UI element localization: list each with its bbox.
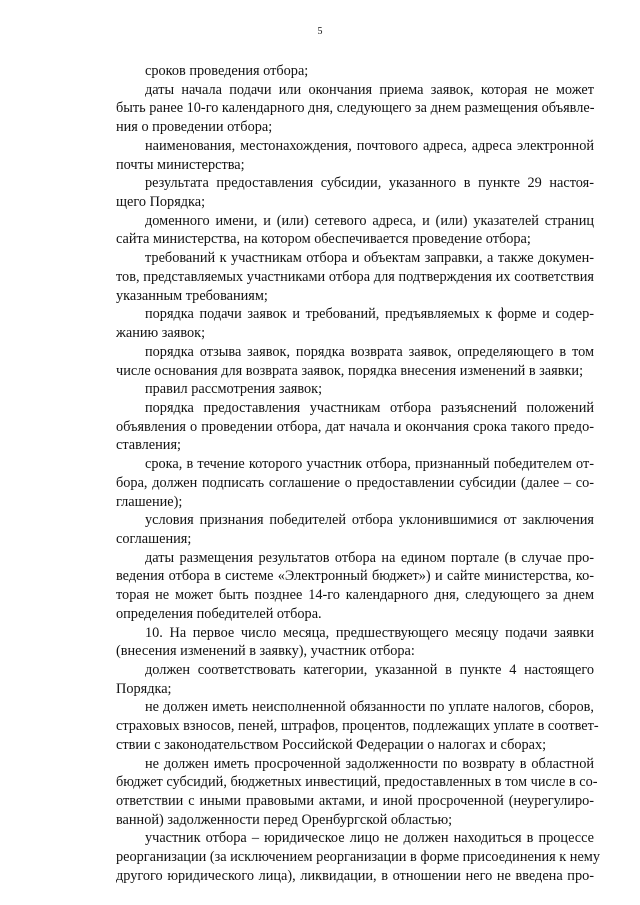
text-line: сайта министерства, на котором обеспечивается проведение отбора; [116,231,531,248]
text-line: (внесения изменений в заявку), участник отбора: [116,643,415,660]
text-line: торая не может быть позднее 14-го календарного дня, следующего за днем [116,587,594,604]
text-line: страховых взносов, пеней, штрафов, процентов, подлежащих уплате в соответ- [116,718,599,735]
text-line: не должен иметь неисполненной обязанности по уплате налогов, сборов, [145,699,594,716]
text-line: определения победителей отбора. [116,605,322,622]
text-line: бюджет субсидий, бюджетных инвестиций, предоставленных в том числе в со- [116,774,598,791]
text-line: ведения отбора в системе «Электронный бюджет») и сайте министерства, ко- [116,568,594,585]
text-line: ванной) задолженности перед Оренбургской областью; [116,811,453,828]
page-number: 5 [317,26,323,37]
text-line: указанным требованиям; [116,287,268,304]
text-line: реорганизации (за исключением реорганизации в форме присоединения к нему [116,849,600,866]
text-line: порядка предоставления участникам отбора разъяснений положений [145,399,594,416]
text-line: требований к участникам отбора и объектам заправки, а также докумен- [145,250,594,267]
text-line: доменного имени, и (или) сетевого адреса, и (или) указателей страниц [145,212,594,229]
text-line: ставления; [116,437,182,454]
text-line: жанию заявок; [116,325,206,342]
text-line: правил рассмотрения заявок; [145,381,323,398]
text-line: наименования, местонахождения, почтового адреса, адреса электронной [145,137,594,154]
text-line: ния о проведении отбора; [116,119,273,136]
text-line: даты начала подачи или окончания приема заявок, которая не может [145,81,594,98]
text-line: бора, должен подписать соглашение о предоставлении субсидии (далее – со- [116,474,594,491]
text-line: сроков проведения отбора; [145,63,309,79]
text-line: не должен иметь просроченной задолженности по возврату в областной [145,755,594,772]
document-body [116,62,600,886]
text-line: быть ранее 10-го календарного дня, следующего за днем размещения объявле- [116,100,595,117]
text-line: 10. На первое число месяца, предшествующего месяцу подачи заявки [145,624,594,641]
text-line: ствии с законодательством Российской Федерации о налогах и сборах; [116,736,547,753]
text-line: ответствии с иными правовыми актами, и иной просроченной (неурегулиро- [116,793,594,810]
text-line: срока, в течение которого участник отбора, признанный победителем от- [145,456,594,473]
text-line: порядка подачи заявок и требований, предъявляемых к форме и содер- [145,306,594,323]
text-line: условия признания победителей отбора уклонившимися от заключения [145,512,594,529]
text-line: участник отбора – юридическое лицо не должен находиться в процессе [145,830,594,847]
text-line: числе основания для возврата заявок, порядка внесения изменений в заявки; [116,362,584,379]
text-line: щего Порядка; [116,194,206,211]
text-line: порядка отзыва заявок, порядка возврата заявок, определяющего в том [145,343,594,360]
text-line: тов, представляемых участниками отбора для подтверждения их соответствия [116,268,594,285]
text-line: Порядка; [116,680,172,697]
text-line: соглашения; [116,530,192,547]
text-line: должен соответствовать категории, указанной в пункте 4 настоящего [145,662,594,678]
text-line: почты министерства; [116,156,245,173]
text-line: объявления о проведении отбора, дат начала и окончания срока такого предо- [116,418,594,435]
text-line: глашение); [116,493,183,510]
text-line: результата предоставления субсидии, указанного в пункте 29 настоя- [145,175,594,192]
text-line: даты размещения результатов отбора на едином портале (в случае про- [145,549,594,566]
text-line: другого юридического лица), ликвидации, в отношении него не введена про- [116,867,594,884]
